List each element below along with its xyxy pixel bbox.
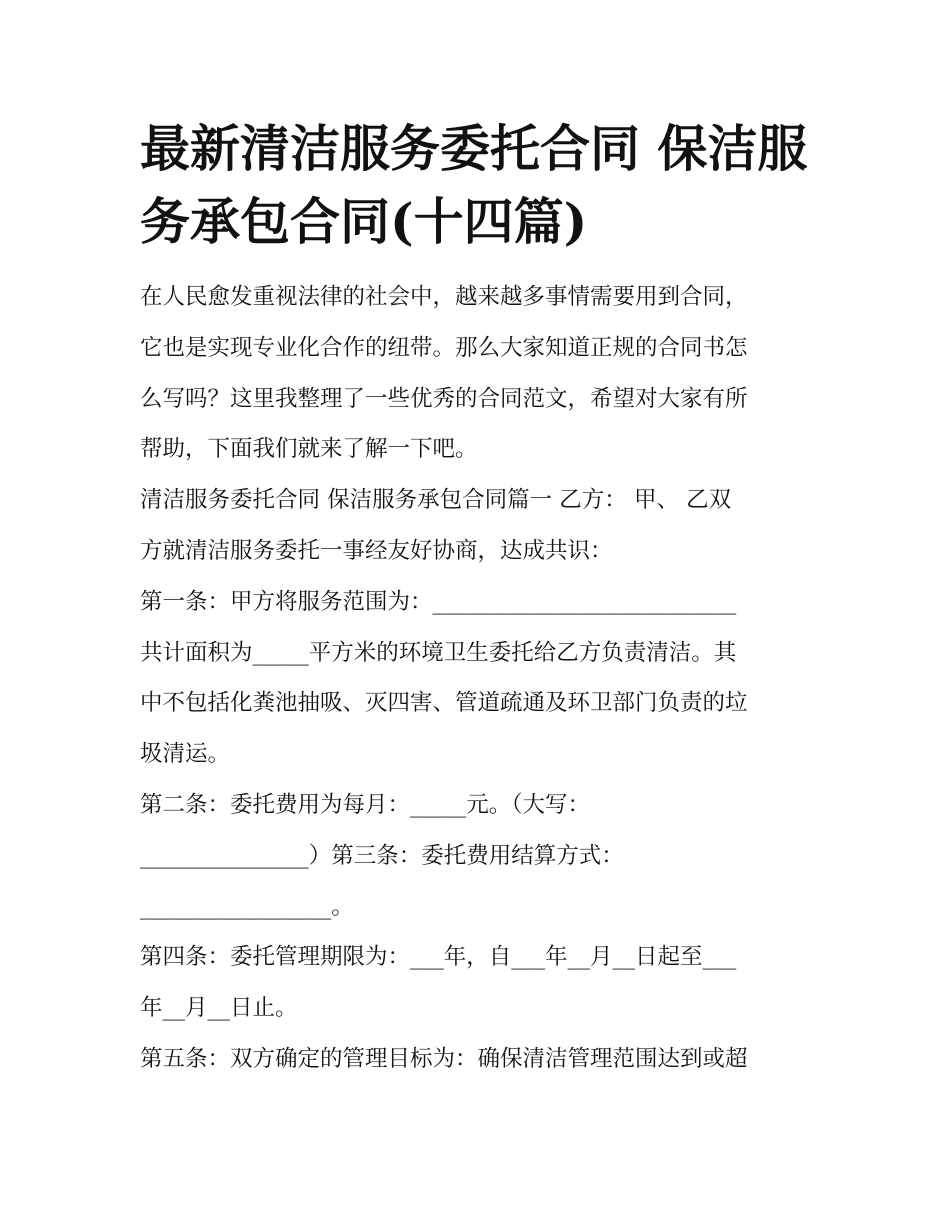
body-line-4: 帮助，下面我们就来了解一下吧。 <box>140 436 478 463</box>
body-line-14: 第四条：委托管理期限为：___年，自___年__月__日起至___ <box>140 944 737 971</box>
body-line-13: _________________。 <box>140 893 354 920</box>
body-line-11: 第二条：委托费用为每月：_____元。（大写： <box>140 791 591 818</box>
title-line-1: 最新清洁服务委托合同 保洁服 <box>140 119 808 178</box>
body-line-12: _______________）第三条：委托费用结算方式： <box>140 842 624 869</box>
body-line-9: 中不包括化粪池抽吸、灭四害、管道疏通及环卫部门负责的垃 <box>140 690 748 717</box>
body-line-1: 在人民愈发重视法律的社会中，越来越多事情需要用到合同， <box>140 284 748 310</box>
body-line-8: 共计面积为_____平方米的环境卫生委托给乙方负责清洁。其 <box>140 639 737 666</box>
body-line-5: 清洁服务委托合同 保洁服务承包合同篇一 乙方： 甲、 乙双 <box>140 487 732 514</box>
title-line-2: 务承包合同(十四篇) <box>140 192 588 251</box>
body-line-15: 年__月__日止。 <box>140 995 298 1022</box>
document-page <box>140 112 820 1085</box>
body-line-3: 么写吗？这里我整理了一些优秀的合同范文，希望对大家有所 <box>140 385 748 412</box>
body-line-2: 它也是实现专业化合作的纽带。那么大家知道正规的合同书怎 <box>140 334 748 361</box>
body-line-16: 第五条：双方确定的管理目标为：确保清洁管理范围达到或超 <box>140 1045 748 1072</box>
body-line-10: 圾清运。 <box>140 741 231 768</box>
body-line-7: 第一条：甲方将服务范围为：___________________________ <box>140 588 737 615</box>
body-line-6: 方就清洁服务委托一事经友好协商，达成共识： <box>140 537 613 564</box>
document-title <box>140 112 820 258</box>
document-body <box>140 272 820 1085</box>
